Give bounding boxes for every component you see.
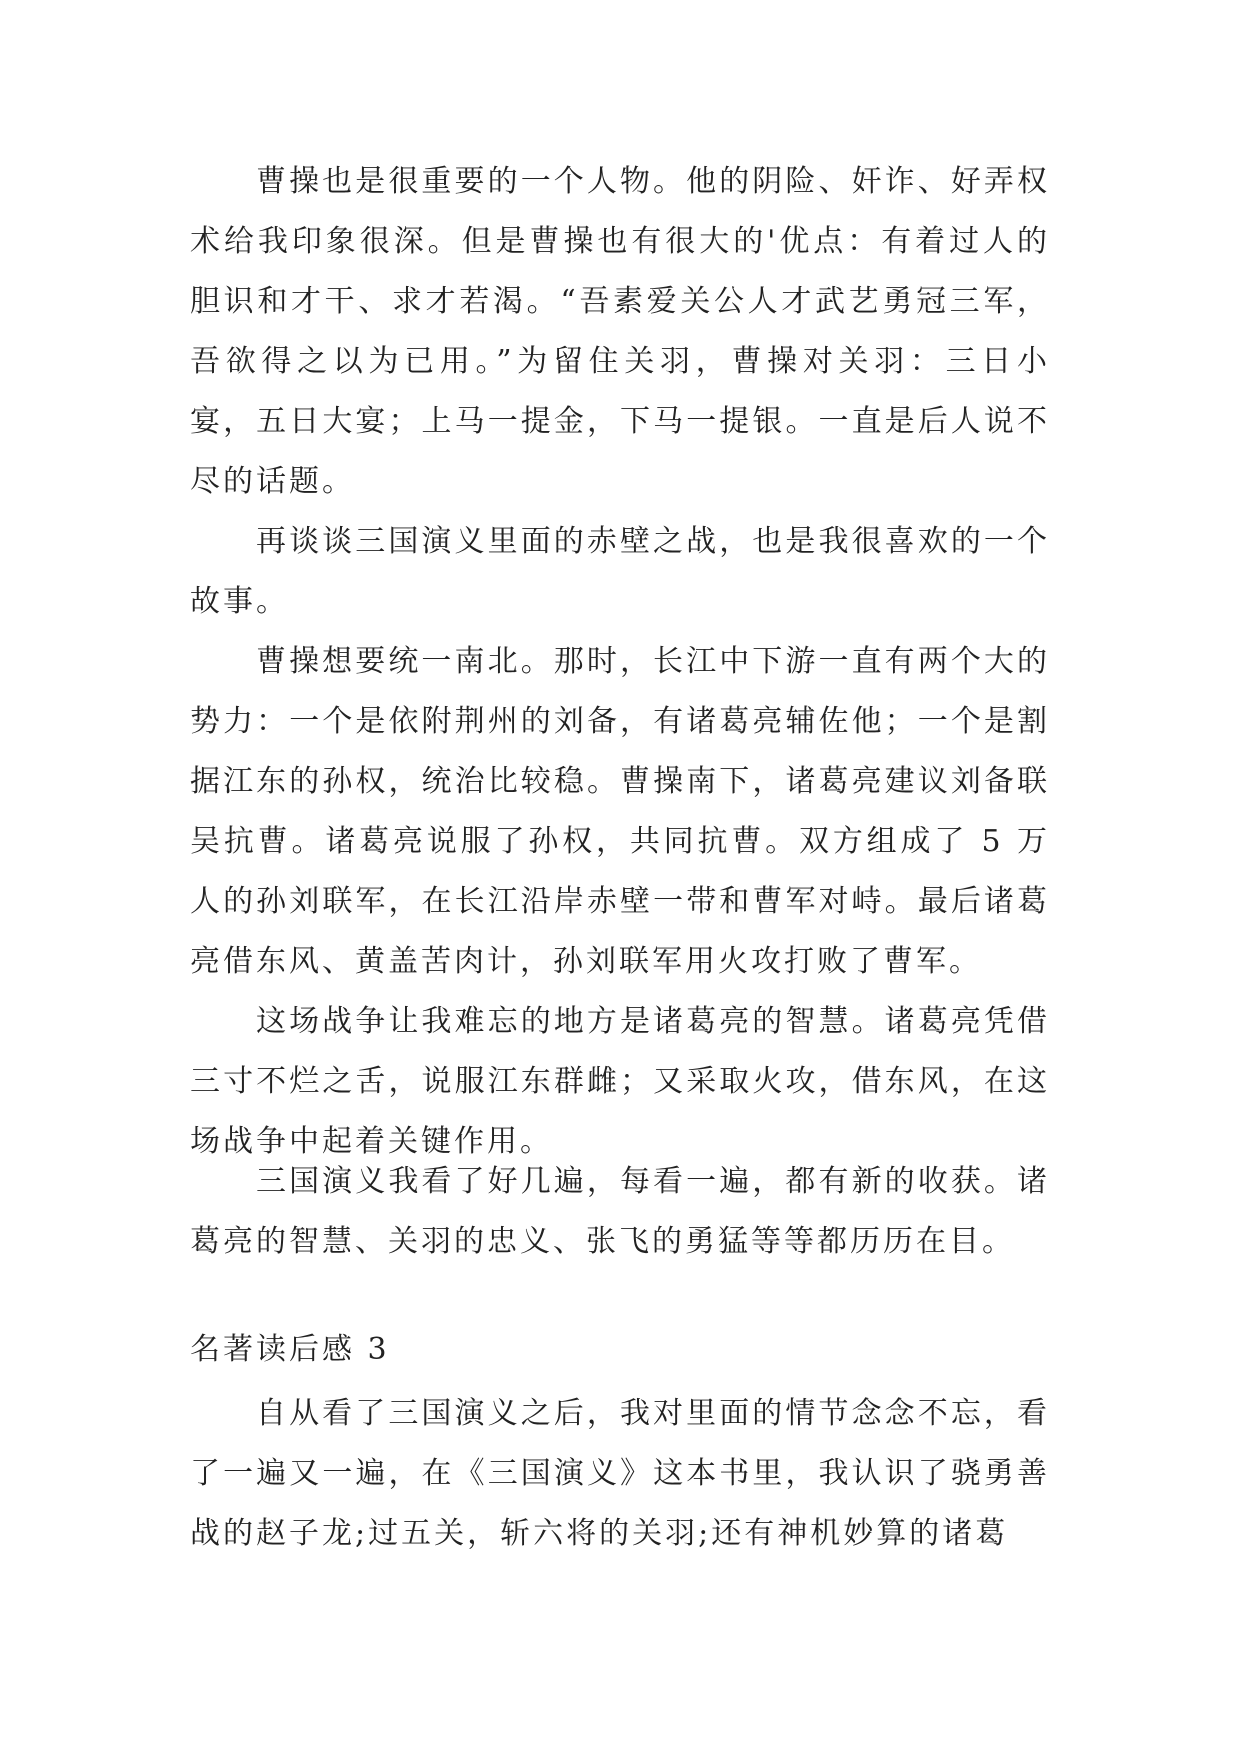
paragraph-red-cliffs-intro: 再谈谈三国演义里面的赤壁之战，也是我很喜欢的一个故事。 <box>190 524 1050 619</box>
paragraph-section-3-opening: 自从看了三国演义之后，我对里面的情节念念不忘，看了一遍又一遍，在《三国演义》这本书里，我认识了骁勇善战的赵子龙;过五关，斩六将的关羽;还有神机妙算的诸葛 <box>190 1396 1050 1551</box>
paragraph-zhuge-liang-wisdom: 这场战争让我难忘的地方是诸葛亮的智慧。诸葛亮凭借三寸不烂之舌，说服江东群雌；又采取火攻，借东风，在这场战争中起着关键作用。 <box>190 1004 1050 1159</box>
paragraph-reread-reflection: 三国演义我看了好几遍，每看一遍，都有新的收获。诸葛亮的智慧、关羽的忠义、张飞的勇猛等等都历历在目。 <box>190 1164 1050 1259</box>
paragraph-cao-cao: 曹操也是很重要的一个人物。他的阴险、奸诈、好弄权术给我印象很深。但是曹操也有很大的'优点：有着过人的胆识和才干、求才若渴。“吾素爱关公人才武艺勇冠三军，吾欲得之以为已用。”为留住关羽，曹操对关羽：三日小宴，五日大宴；上马一提金，下马一提银。一直是后人说不尽的话题。 <box>190 164 1050 499</box>
section-title: 名著读后感 3 <box>190 1332 390 1367</box>
paragraph-red-cliffs-battle: 曹操想要统一南北。那时，长江中下游一直有两个大的势力：一个是依附荆州的刘备，有诸葛亮辅佐他；一个是割据江东的孙权，统治比较稳。曹操南下，诸葛亮建议刘备联吴抗曹。诸葛亮说服了孙权，共同抗曹。双方组成了 5 万人的孙刘联军，在长江沿岸赤壁一带和曹军对峙。最后诸葛亮借东风、黄盖苦肉计，孙刘联军用火攻打败了曹军。 <box>190 644 1050 979</box>
